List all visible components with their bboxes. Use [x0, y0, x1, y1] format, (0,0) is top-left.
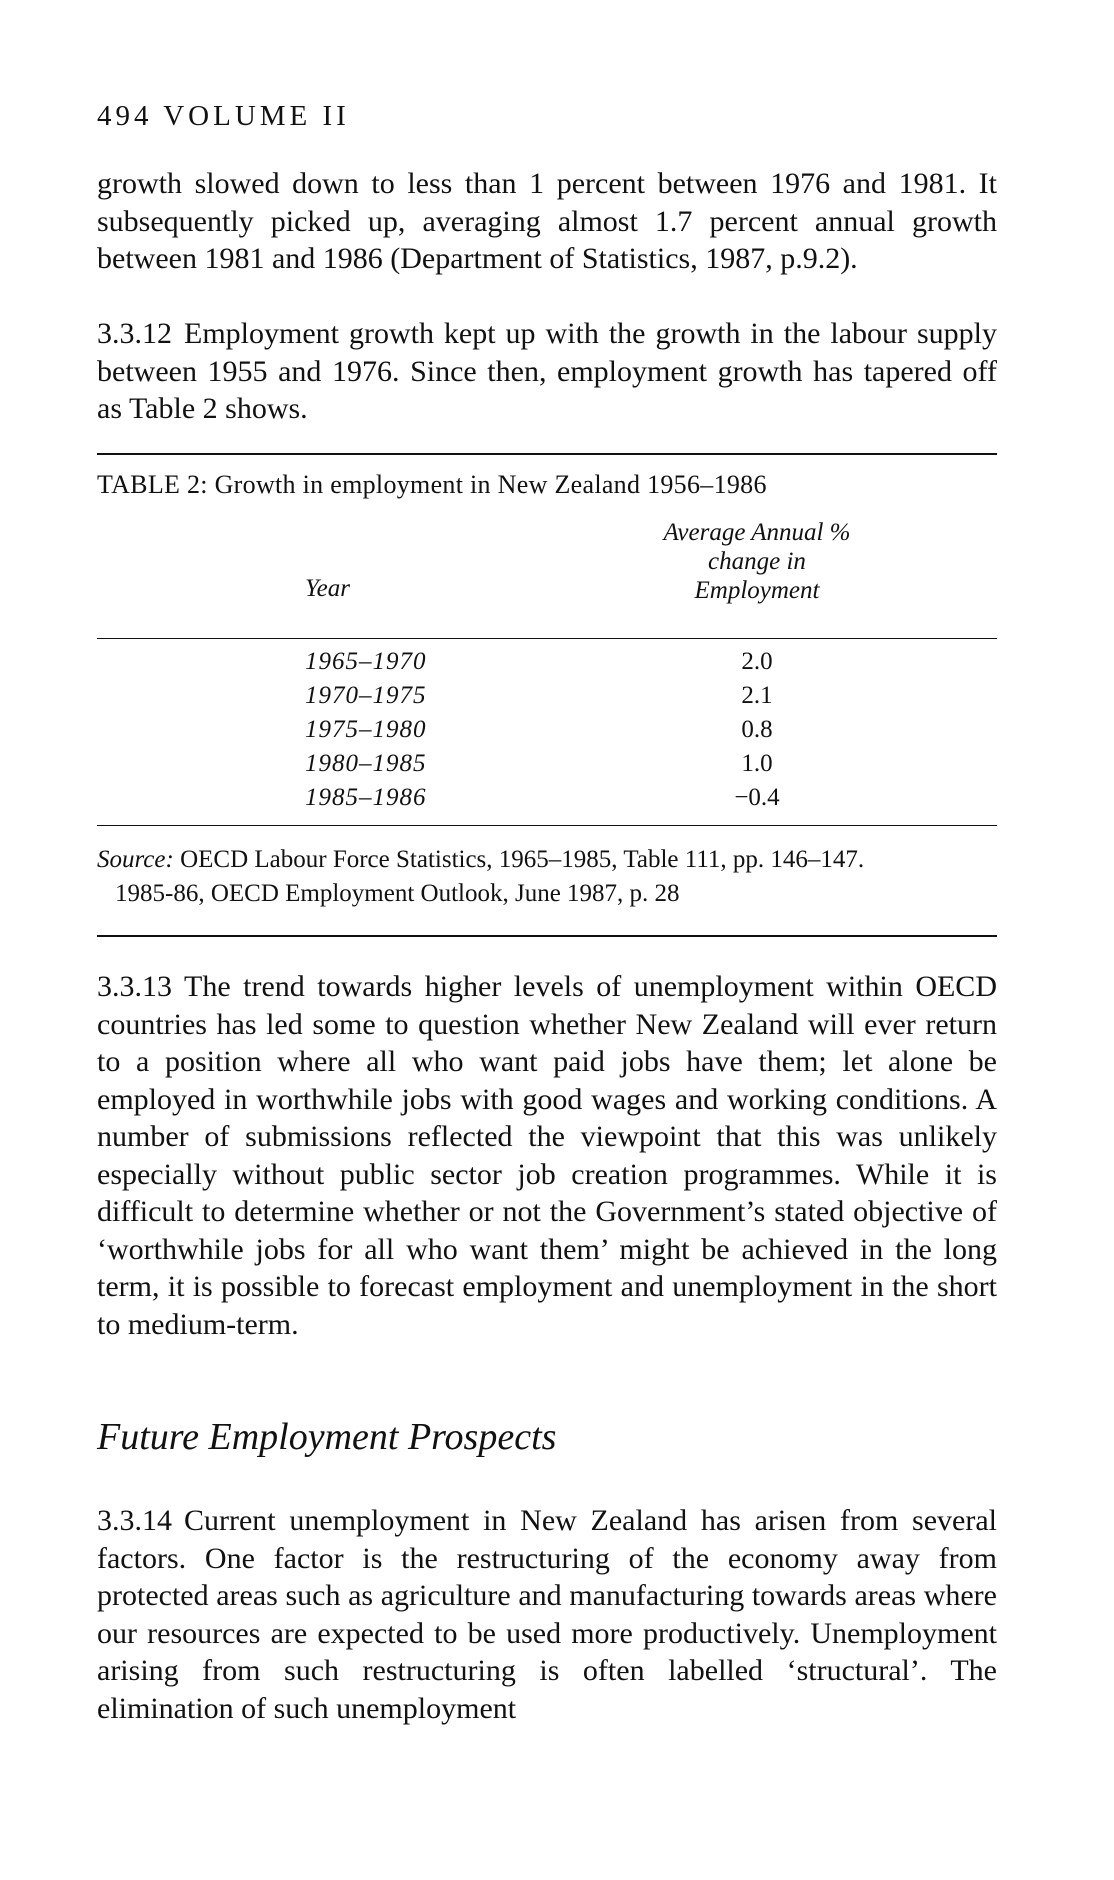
value-cell: 2.1: [741, 682, 773, 709]
table-row: [97, 648, 997, 682]
paragraph-number: 3.3.14: [97, 1504, 172, 1537]
table-header-rule: [97, 638, 997, 639]
paragraph-text: The trend towards higher levels of unemployment within OECD countries has led some to question whether New Zealand will ever return to a position where all who want paid jobs have them; let alone be employed in worthwhile jobs with good wages and working conditions. A number of submissions reflected the viewpoint that this was unlikely especially without public sector job creation programmes. While it is difficult to determine whether or not the Government’s stated objective of ‘worthwhile jobs for all who want them’ might be achieved in the long term, it is possible to forecast employment and unemployment in the short to medium-term.: [97, 970, 997, 1341]
column-header-line: change in: [708, 548, 806, 575]
source-line-2: 1985-86, OECD Employment Outlook, June 1987, p. 28: [115, 880, 680, 907]
table-bottom-rule: [97, 825, 997, 826]
table-source-note: [97, 843, 997, 911]
table-row: [97, 682, 997, 716]
year-cell: 1965–1970: [305, 648, 427, 675]
table-top-rule: [97, 453, 997, 455]
year-cell: 1980–1985: [305, 750, 427, 777]
paragraph-number: 3.3.12: [97, 317, 172, 350]
paragraph-text: Current unemployment in New Zealand has arisen from several factors. One factor is the restructuring of the economy away from protected areas such as agriculture and manufacturing towards areas where our resources are expected to be used more productively. Unemployment arising from such restructuring is often labelled ‘structural’. The elimination of such unemployment: [97, 1504, 997, 1725]
column-header-line: Employment: [694, 577, 820, 604]
paragraph-3-3-12: [97, 315, 997, 428]
column-header-year: Year: [305, 575, 350, 602]
year-cell: 1985–1986: [305, 784, 427, 811]
value-cell: −0.4: [734, 784, 780, 811]
value-cell: 0.8: [741, 716, 773, 743]
column-header-line: Average Annual %: [663, 519, 851, 546]
paragraph-text: Employment growth kept up with the growth in the labour supply between 1955 and 1976. Since then, employment growth has tapered off as Table 2 shows.: [97, 317, 997, 425]
table-row: [97, 750, 997, 784]
section-heading: Future Employment Prospects: [97, 1416, 557, 1458]
table-row: [97, 716, 997, 750]
table-row: [97, 784, 997, 818]
paragraph-3-3-14: [97, 1502, 997, 1727]
paragraph-number: 3.3.13: [97, 970, 172, 1003]
value-cell: 2.0: [741, 648, 773, 675]
table-caption: TABLE 2: Growth in employment in New Zealand 1956–1986: [97, 470, 767, 499]
year-cell: 1975–1980: [305, 716, 427, 743]
value-cell: 1.0: [741, 750, 773, 777]
running-head: 494 VOLUME II: [97, 100, 350, 132]
source-line-1: [97, 843, 997, 877]
column-header-change: [607, 518, 907, 605]
source-text: OECD Labour Force Statistics, 1965–1985, Table 111, pp. 146–147.: [180, 846, 865, 873]
source-bottom-rule: [97, 935, 997, 937]
year-cell: 1970–1975: [305, 682, 427, 709]
source-label: Source:: [97, 846, 174, 873]
paragraph-3-3-13: [97, 968, 997, 1343]
intro-paragraph: growth slowed down to less than 1 percent between 1976 and 1981. It subsequently picked up, averaging almost 1.7 percent annual growth between 1981 and 1986 (Department of Statistics, 1987, p.9.2).: [97, 167, 997, 275]
